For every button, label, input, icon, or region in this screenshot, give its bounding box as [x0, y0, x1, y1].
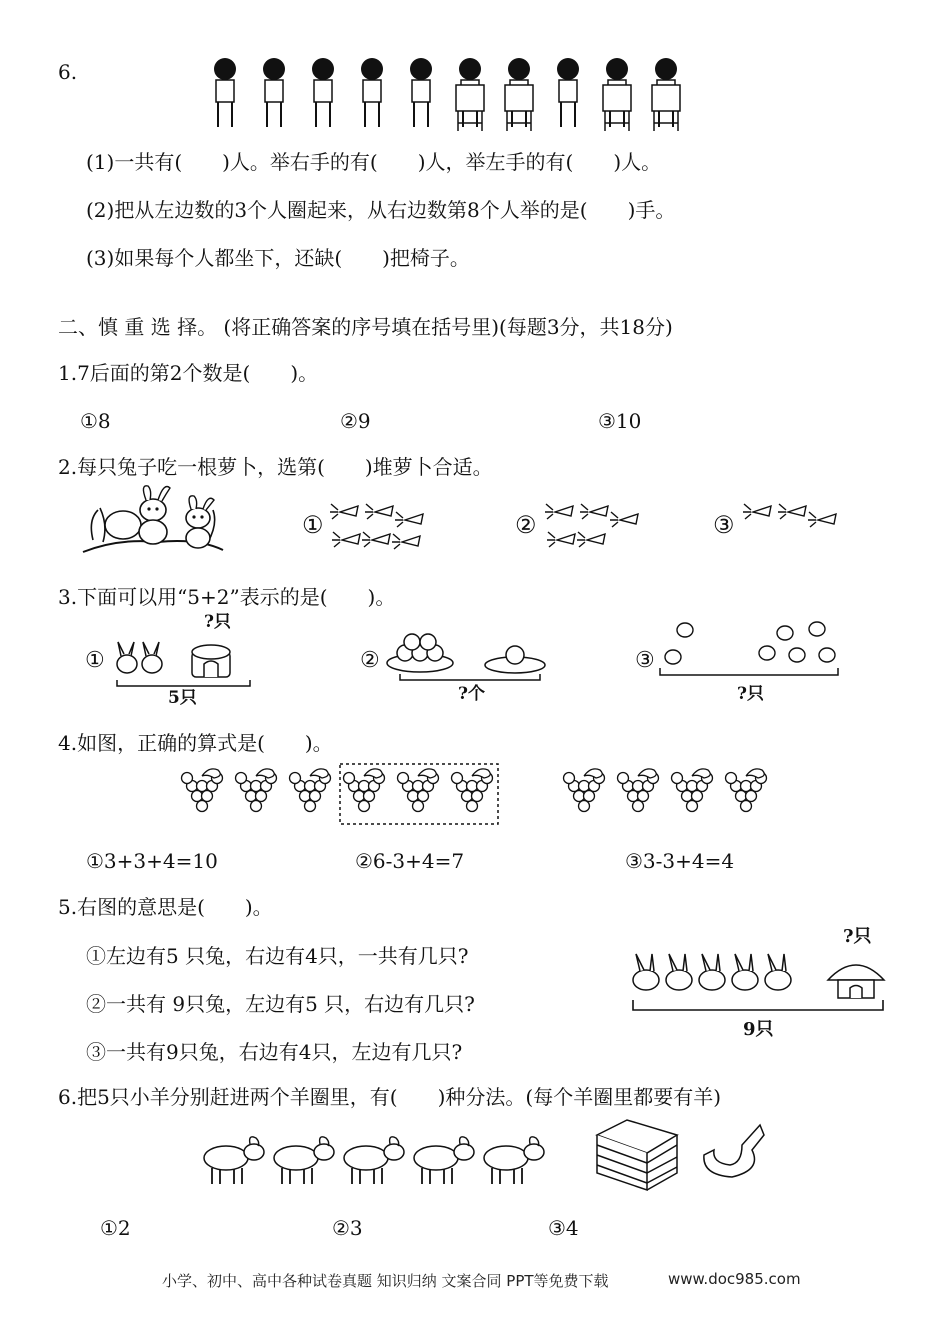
grape-bunch	[726, 769, 767, 812]
q3-option-1: ①	[85, 648, 105, 673]
children-illustration	[205, 55, 695, 141]
q3-label-total-1: 5只	[168, 688, 197, 708]
sheep-illustration	[198, 1130, 558, 1194]
carrot	[395, 512, 423, 527]
rabbit	[732, 954, 758, 990]
q1-option-3: ③10	[598, 409, 642, 433]
grape-bunch	[398, 769, 439, 812]
sheep	[204, 1137, 264, 1184]
question-6-top-number: 6.	[58, 60, 78, 84]
rabbit	[633, 954, 659, 990]
sheep-pens-illustration	[592, 1115, 782, 1204]
carrot	[330, 504, 358, 519]
rabbit	[699, 954, 725, 990]
grape-bunch	[564, 769, 605, 812]
q5-option-1: ①左边有5 只兔，右边有4只，一共有几只?	[86, 944, 469, 968]
q3-label-unknown-3: ?只	[737, 684, 764, 704]
sheep-svg	[198, 1130, 558, 1190]
q2-option-2: ②	[515, 511, 537, 539]
rabbit	[666, 954, 692, 990]
carrots-group-2-svg	[545, 496, 640, 551]
q5-option-2: ②一共有 9只兔，左边有5 只，右边有几只?	[86, 992, 475, 1016]
q3-picture-3-svg	[655, 615, 845, 695]
q6-option-3: ③4	[548, 1216, 579, 1240]
grape-bunch	[344, 769, 385, 812]
q6-option-1: ①2	[100, 1216, 131, 1240]
child-figure	[603, 58, 631, 131]
carrot	[610, 512, 638, 527]
carrot	[365, 504, 393, 519]
sheep	[344, 1137, 404, 1184]
carrots-group-3-svg	[743, 496, 838, 551]
q3-picture-2-svg	[385, 628, 555, 688]
q2-stem: 2.每只兔子吃一根萝卜，选第( )堆萝卜合适。	[58, 455, 493, 479]
q5-label-total: 9只	[743, 1019, 774, 1040]
footer-text: 小学、初中、高中各种试卷真题 知识归纳 文案合同 PPT等免费下载	[162, 1272, 609, 1290]
child-figure	[505, 58, 533, 131]
grape-bunch	[290, 769, 331, 812]
carrot	[332, 532, 360, 547]
q3-stem: 3.下面可以用“5+2”表示的是( )。	[58, 585, 396, 609]
q5-option-3: ③一共有9只兔，右边有4只，左边有几只?	[86, 1040, 463, 1064]
grape-bunch	[618, 769, 659, 812]
q2-option-1: ①	[302, 511, 324, 539]
grapes-right-svg	[562, 760, 792, 830]
q4-stem: 4.如图，正确的算式是( )。	[58, 731, 333, 755]
section-2-heading: 二、慎 重 选 择。 (将正确答案的序号填在括号里)(每题3分，共18分)	[58, 315, 673, 339]
child-figure	[214, 58, 236, 127]
question-6-sub-3: (3)如果每个人都坐下，还缺( )把椅子。	[86, 246, 470, 270]
carrot	[808, 512, 836, 527]
q2-option-3: ③	[713, 511, 735, 539]
carrot	[778, 504, 806, 519]
carrot	[392, 534, 420, 549]
footer-url[interactable]: www.doc985.com	[668, 1270, 801, 1288]
grape-bunch	[672, 769, 713, 812]
carrot	[743, 504, 771, 519]
grape-bunch	[236, 769, 277, 812]
q4-option-1: ①3+3+4=10	[86, 849, 218, 873]
sheep	[414, 1137, 474, 1184]
rabbits-illustration	[78, 480, 228, 564]
rabbits-svg	[78, 480, 228, 560]
children-svg	[205, 55, 695, 137]
child-figure	[456, 58, 484, 131]
child-figure	[263, 58, 285, 127]
carrot	[362, 532, 390, 547]
sheep	[274, 1137, 334, 1184]
q6-stem: 6.把5只小羊分别赶进两个羊圈里，有( )种分法。(每个羊圈里都要有羊)	[58, 1085, 722, 1109]
q1-stem: 1.7后面的第2个数是( )。	[58, 361, 319, 385]
q3-label-unknown-1: ?只	[204, 612, 231, 632]
grapes-left	[180, 760, 510, 834]
carrot	[547, 532, 575, 547]
grape-bunch	[182, 769, 223, 812]
q1-option-1: ①8	[80, 409, 111, 433]
carrots-group-3	[743, 496, 838, 555]
question-6-sub-2: (2)把从左边数的3个人圈起来，从右边数第8个人举的是( )手。	[86, 198, 676, 222]
question-6-sub-1: (1)一共有( )人。举右手的有( )人，举左手的有( )人。	[86, 150, 662, 174]
carrots-group-1	[330, 496, 425, 555]
child-figure	[410, 58, 432, 127]
sheep	[484, 1137, 544, 1184]
child-figure	[557, 58, 579, 127]
q5-stem: 5.右图的意思是( )。	[58, 895, 273, 919]
carrot	[580, 504, 608, 519]
child-figure	[361, 58, 383, 127]
q1-option-2: ②9	[340, 409, 371, 433]
grapes-left-svg	[180, 760, 510, 830]
rabbit	[765, 954, 791, 990]
q3-option-2: ②	[360, 648, 380, 673]
grapes-right	[562, 760, 792, 834]
q3-picture-2	[385, 628, 555, 692]
sheep-pens-svg	[592, 1115, 782, 1200]
q3-label-unknown-2: ?个	[458, 684, 485, 704]
q3-option-3: ③	[635, 648, 655, 673]
q4-option-2: ②6-3+4=7	[355, 849, 465, 873]
carrots-group-1-svg	[330, 496, 425, 551]
carrots-group-2	[545, 496, 640, 555]
grape-bunch	[452, 769, 493, 812]
q6-option-2: ②3	[332, 1216, 363, 1240]
child-figure	[652, 58, 680, 131]
q4-option-3: ③3-3+4=4	[625, 849, 735, 873]
q5-label-unknown: ?只	[843, 926, 872, 947]
child-figure	[312, 58, 334, 127]
carrot	[577, 532, 605, 547]
carrot	[545, 504, 573, 519]
